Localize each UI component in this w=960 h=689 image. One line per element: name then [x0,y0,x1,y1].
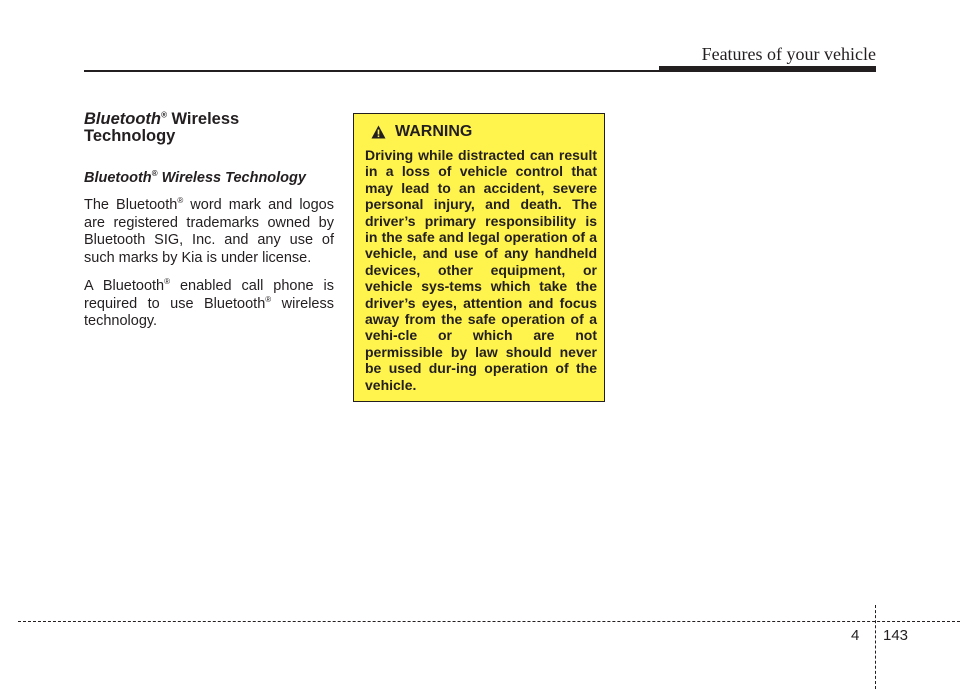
section-heading [84,111,334,145]
subheading-part-1: Bluetooth [84,170,152,186]
trademark-paragraph [84,197,334,267]
p2-part-c: wireless technology. [84,295,335,329]
left-column [84,111,334,331]
p2-part-a: A Bluetooth [84,278,165,294]
subheading-registered-mark: ® [151,169,158,179]
heading-italic: Bluetooth [84,110,161,128]
warning-box [353,113,605,402]
p2-registered-mark-2: ® [265,294,272,304]
warning-title: WARNING [395,123,473,140]
footer-divider [875,605,876,689]
p1-part-a: The Bluetooth [84,197,178,213]
heading-rest-2: Technology [84,127,176,145]
page-number: 143 [883,627,909,644]
footer-rule [18,621,960,622]
p1-registered-mark: ® [177,196,184,206]
subheading [84,170,334,186]
header-rule-accent [659,66,876,72]
section-title: Features of your vehicle [701,44,876,64]
warning-header [371,122,597,142]
chapter-number: 4 [851,627,860,644]
warning-text: Driving while distracted can result in a loss of vehicle control that may lead to an accident, severe personal injury, and death. The driver’s primary responsibility is in the safe and legal operation of a vehicle, and use of any handheld devices, other equipment, or vehicle sys-tems which take the driver’s eyes, attention and focus away from the safe operation of a vehi-cle or which are not permissible by law should never be used dur-ing operation of the vehicle. [365,147,597,393]
p1-part-b: word mark and logos are registered trademarks owned by Bluetooth SIG, Inc. and any use of such marks by Kia is under license. [84,197,334,266]
subheading-part-2: Wireless Technology [157,170,306,186]
heading-rest-1: Wireless [166,110,240,128]
heading-registered-mark: ® [160,110,167,120]
requirement-paragraph [84,278,334,331]
warning-triangle-icon [371,125,386,139]
p2-registered-mark-1: ® [164,277,171,287]
p2-part-b: enabled call phone is required to use Bluetooth [84,278,334,312]
